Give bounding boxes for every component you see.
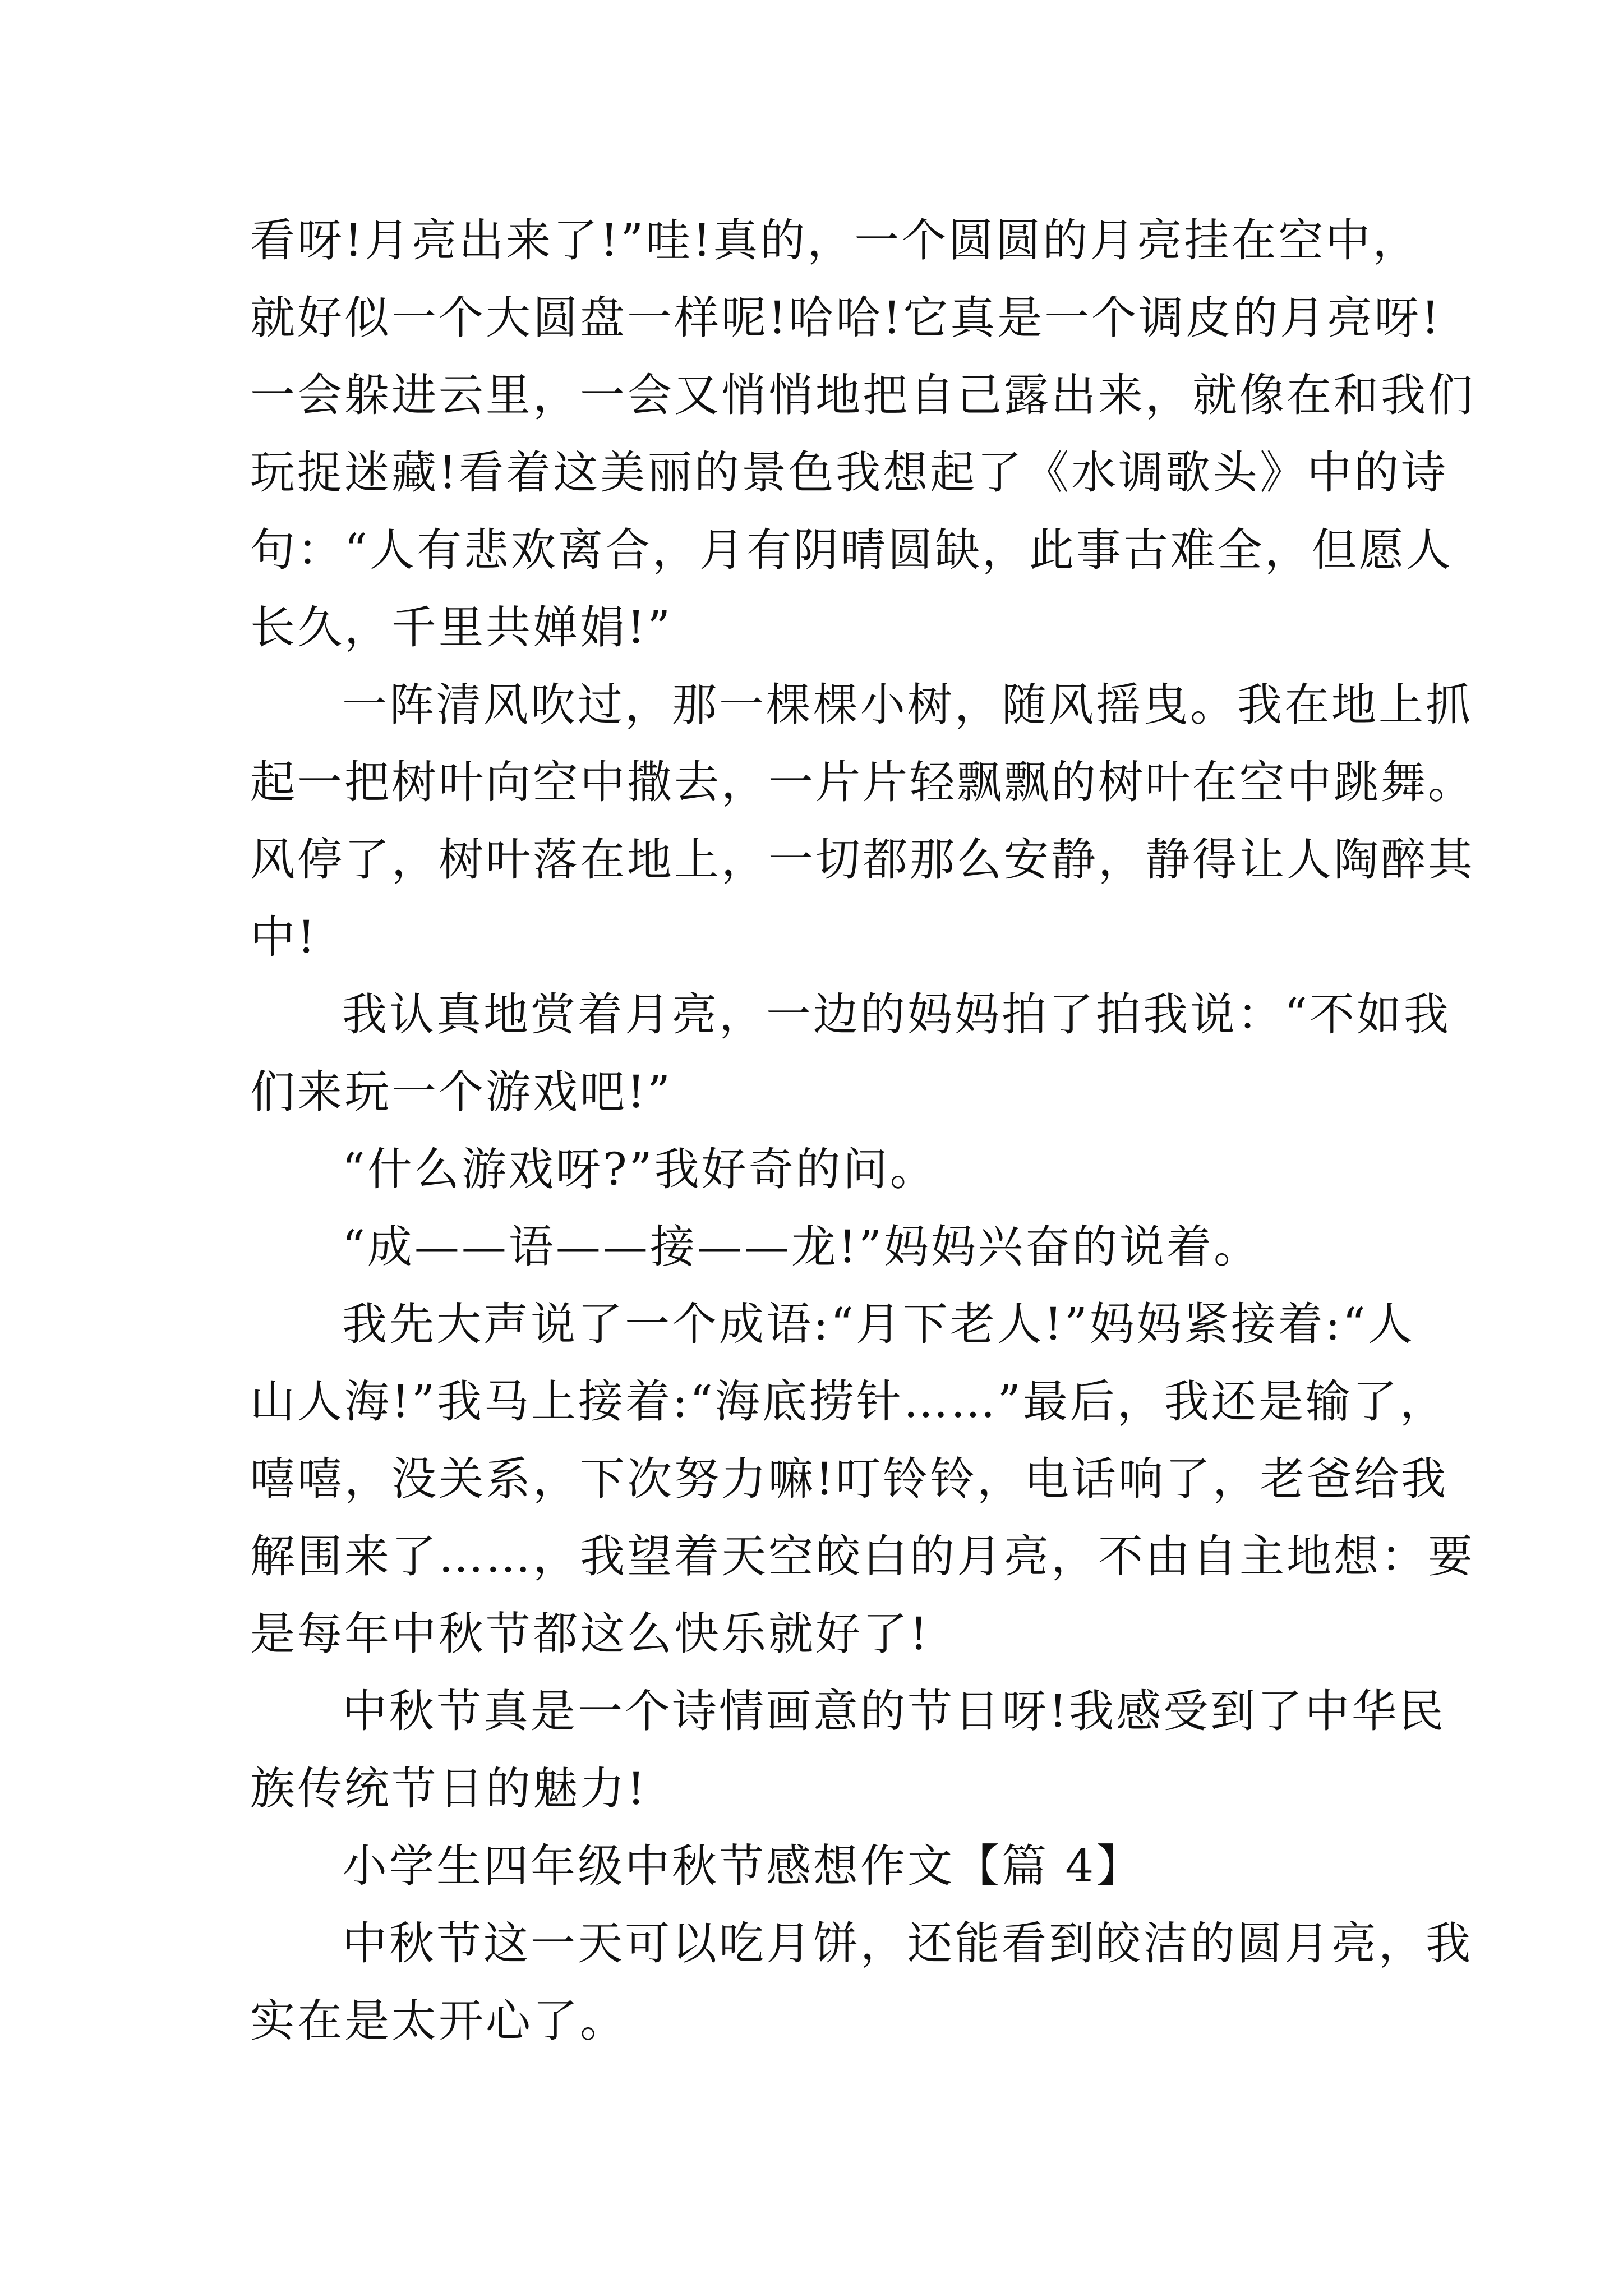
document-body xyxy=(250,202,1475,2060)
text-line: 句：“人有悲欢离合，月有阴晴圆缺，此事古难全，但愿人 xyxy=(250,524,1453,576)
text-line: 我认真地赏着月亮，一边的妈妈拍了拍我说：“不如我 xyxy=(342,988,1451,1041)
text-line: 玩捉迷藏!看着这美丽的景色我想起了《水调歌头》中的诗 xyxy=(250,447,1449,499)
text-line: 嘻嘻，没关系，下次努力嘛!叮铃铃，电话响了，老爸给我 xyxy=(250,1453,1449,1505)
text-line: 实在是太开心了。 xyxy=(250,1995,627,2047)
text-line: 长久，千里共婵娟!” xyxy=(250,601,673,654)
text-line: 中! xyxy=(250,911,318,963)
text-line: 就好似一个大圆盘一样呢!哈哈!它真是一个调皮的月亮呀! xyxy=(250,292,1442,344)
text-line: “成——语——接——龙!”妈妈兴奋的说着。 xyxy=(342,1221,1261,1273)
text-line: 一阵清风吹过，那一棵棵小树，随风摇曳。我在地上抓 xyxy=(342,679,1473,731)
text-line: 风停了，树叶落在地上，一切都那么安静，静得让人陶醉其 xyxy=(250,834,1475,886)
text-line: 中秋节真是一个诗情画意的节日呀!我感受到了中华民 xyxy=(342,1685,1446,1737)
text-line: 看呀!月亮出来了!”哇!真的，一个圆圆的月亮挂在空中， xyxy=(250,214,1420,266)
text-line: 起一把树叶向空中撒去，一片片轻飘飘的树叶在空中跳舞。 xyxy=(250,756,1475,808)
text-line: 解围来了……，我望着天空皎白的月亮，不由自主地想：要 xyxy=(250,1530,1475,1582)
text-line: 我先大声说了一个成语:“月下老人!”妈妈紧接着:“人 xyxy=(342,1298,1415,1350)
text-line: 山人海!”我马上接着:“海底捞针……”最后，我还是输了， xyxy=(250,1375,1447,1428)
text-line: 们来玩一个游戏吧!” xyxy=(250,1066,673,1118)
text-line: 一会躲进云里，一会又悄悄地把自己露出来，就像在和我们 xyxy=(250,369,1475,421)
text-line: 是每年中秋节都这么快乐就好了! xyxy=(250,1608,930,1660)
section-heading: 小学生四年级中秋节感想作文【篇 4】 xyxy=(342,1840,1144,1892)
text-line: 中秋节这一天可以吃月饼，还能看到皎洁的圆月亮，我 xyxy=(342,1917,1473,1970)
text-line: 族传统节日的魅力! xyxy=(250,1763,648,1815)
text-line: “什么游戏呀?”我好奇的问。 xyxy=(342,1143,937,1195)
